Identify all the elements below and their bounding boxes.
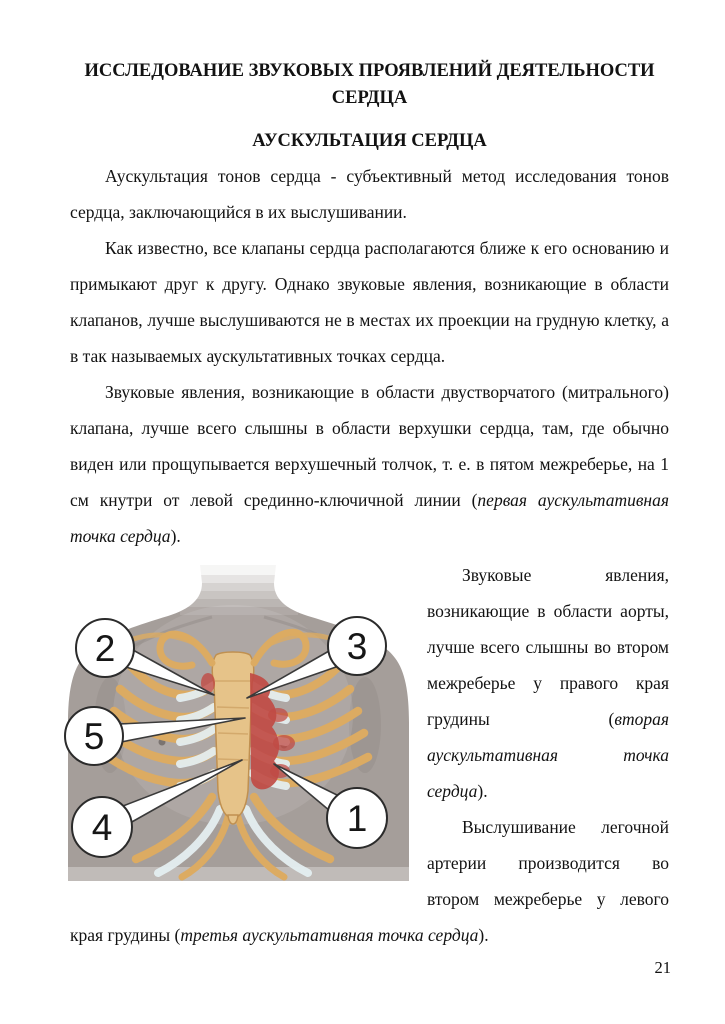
paragraph-4-term: вторая аускультативная точка сердца <box>427 709 669 801</box>
paragraph-4-text: Звуковые явления, возникающие в области аорты, лучше всего слышны во втором межреберье у правого края грудины ( <box>427 565 669 729</box>
callout-label-4: 4 <box>91 807 113 848</box>
document-title: ИССЛЕДОВАНИЕ ЗВУКОВЫХ ПРОЯВЛЕНИЙ ДЕЯТЕЛЬНОСТИ СЕРДЦА <box>84 61 655 108</box>
sternum-bone <box>212 652 253 824</box>
callout-label-5: 5 <box>83 716 105 757</box>
paragraph-3-text: Звуковые явления, возникающие в области двустворчатого (митрального) клапана, лучше всего слышны в области верхушки сердца, там, где обычно виден или прощупывается верхушечный толчок, т. е. в пятом межреберье, на 1 см кнутри от левой срединно-ключичной линии ( <box>70 382 669 510</box>
paragraph-1: Аускультация тонов сердца - субъективный метод исследования тонов сердца, заключающийся в их выслушивании. <box>70 166 669 222</box>
callout-label-3: 3 <box>346 626 368 667</box>
paragraph-2: Как известно, все клапаны сердца располагаются ближе к его основанию и примыкают друг к другу. Однако звуковые явления, возникающие в области клапанов, лучше выслушиваются не в местах их проекции на грудную клетку, а в так называемых аускультативных точках сердца. <box>70 238 669 366</box>
page-number: 21 <box>654 958 671 977</box>
ribcage-illustration <box>62 565 415 881</box>
paragraph-4-closing: ). <box>477 781 488 801</box>
figure-section <box>70 557 669 953</box>
auscultation-points-figure <box>62 565 415 881</box>
callout-label-2: 2 <box>94 628 116 669</box>
paragraph-5-term: третья аускультативная точка сердца <box>180 925 479 945</box>
bottom-fade <box>62 867 415 881</box>
section-heading: АУСКУЛЬТАЦИЯ СЕРДЦА <box>252 131 487 151</box>
paragraph-3-term: первая аускультативная точка сердца <box>70 490 669 546</box>
paragraph-3 <box>70 374 669 554</box>
paragraph-5-closing: ). <box>478 925 489 945</box>
callout-label-1: 1 <box>346 798 368 839</box>
xiphoid-process <box>228 815 238 824</box>
neck-fade <box>180 565 298 615</box>
paragraph-3-closing: ). <box>170 526 181 546</box>
paragraph-5-text: Выслушивание легочной артерии производится во втором межреберье у левого края грудины ( <box>70 817 669 945</box>
